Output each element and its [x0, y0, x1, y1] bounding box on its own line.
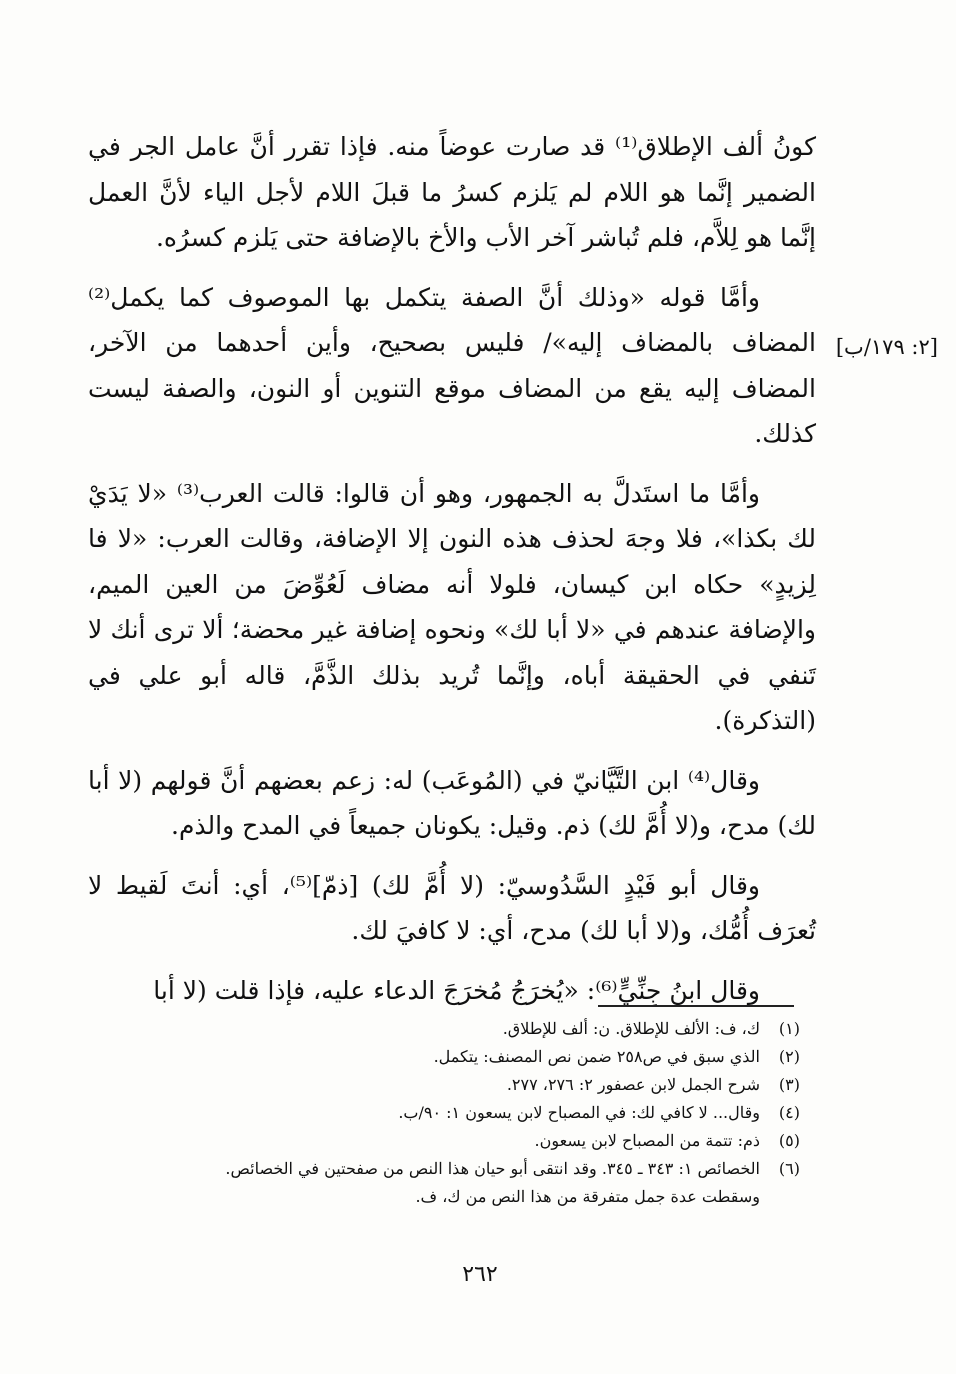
footnote-text: الذي سبق في ص٢٥٨ ضمن نص المصنف: يتكمل. [433, 1047, 760, 1066]
footnote [240, 1015, 800, 1043]
margin-reference: [٢: ١٧٩/ب] [835, 335, 938, 359]
footnote-number: (٤) [778, 1103, 800, 1122]
footnote [240, 1099, 800, 1127]
footnote-text: شرح الجمل لابن عصفور ٢: ٢٧٦، ٢٧٧. [506, 1075, 760, 1094]
paragraph: وأمَّا ما استَدلَّ به الجمهور، وهو أن قالوا: قالت العرب⁽³⁾ «لا يَدَيْ لك بكذا»، فلا وجهَ لحذف هذه النون إلا الإضافة، وقالت العرب: «لا فا لِزيدٍ» حكاه ابن كيسان، فلولا أنه مضاف لَعُوِّضَ من العين الميم، والإضافة عندهم في «لا أبا لك» ونحوه إضافة غير محضة؛ ألا ترى أنك لا تَنفي في الحقيقة أباه، وإنَّما تُريد بذلك الذَّمَّ، قاله أبو علي في (التذكرة). [88, 478, 816, 735]
footnote-number: (٦) [778, 1159, 800, 1178]
footnote-number: (٢) [778, 1047, 800, 1066]
footnote-number: (٥) [778, 1131, 800, 1150]
paragraph: وقال⁽⁴⁾ ابن التَّيَّانيّ في (المُوعَب) له: زعم بعضهم أنَّ قولهم (لا أبا لك) مدح، و(لا أُمَّ لك) ذم. وقيل: يكونان جميعاً في المدح والذم. [88, 765, 816, 840]
footnote-text: وقال... لا كافي لك: في المصباح لابن يسعون ١: ٩٠/ب. [398, 1103, 760, 1122]
footnote [225, 1155, 800, 1183]
paragraph: وقال أبو فَيْدٍ السَّدُوسيّ: (لا أُمَّ لك) [ذمّ]⁽⁵⁾، أي: أنتَ لَقيط لا تُعرَف أُمُّك، و(لا أبا لك) مدح، أي: لا كافيَ لك. [88, 870, 816, 945]
footnotes [225, 1015, 800, 1211]
footnote-divider [598, 1005, 794, 1007]
footnote [240, 1127, 800, 1155]
paragraph: وقال ابنُ جِنِّيٍّ⁽⁶⁾: «يُخرَجُ مُخرَجَ الدعاء عليه، فإذا قلت (لا أبا [153, 975, 760, 1005]
footnote [240, 1071, 800, 1099]
footnote-continuation: وسقطت عدة جمل متفرقة من هذا النص من ك، ف. [415, 1187, 760, 1206]
footnote-number: (١) [778, 1019, 800, 1038]
paragraph: وأمَّا قوله «وذلك أنَّ الصفة يتكمل بها الموصوف كما يكمل⁽²⁾ المضاف بالمضاف إليه»/ فليس بصحيح، وأين أحدهما من الآخر، المضاف إليه يقع من المضاف موقع التنوين أو النون، والصفة ليست كذلك. [88, 282, 816, 448]
paragraph: كونُ ألف الإطلاق⁽¹⁾ قد صارت عوضاً منه. فإذا تقرر أنَّ عامل الجر في الضمير إنَّما هو اللام لم يَلزم كسرُ ما قبلَ اللام لأجل الياء لأنَّ العمل إنَّما هو لِلاَّم، فلم تُباشر آخر الأب والأخ بالإضافة حتى يَلزم كسرُه. [88, 132, 816, 252]
footnote-text: ك، ف: الألف للإطلاق. ن: ألف للإطلاق. [502, 1019, 760, 1038]
page-number: ٢٦٢ [462, 1262, 498, 1287]
footnote-number: (٣) [778, 1075, 800, 1094]
footnote-text: ذم: تتمة من المصباح لابن يسعون. [534, 1131, 760, 1150]
footnote [240, 1043, 800, 1071]
footnote-text: الخصائص ١: ٣٤٣ ـ ٣٤٥. وقد انتقى أبو حيان هذا النص من صفحتين في الخصائص. [225, 1159, 760, 1178]
main-text [88, 124, 816, 1013]
